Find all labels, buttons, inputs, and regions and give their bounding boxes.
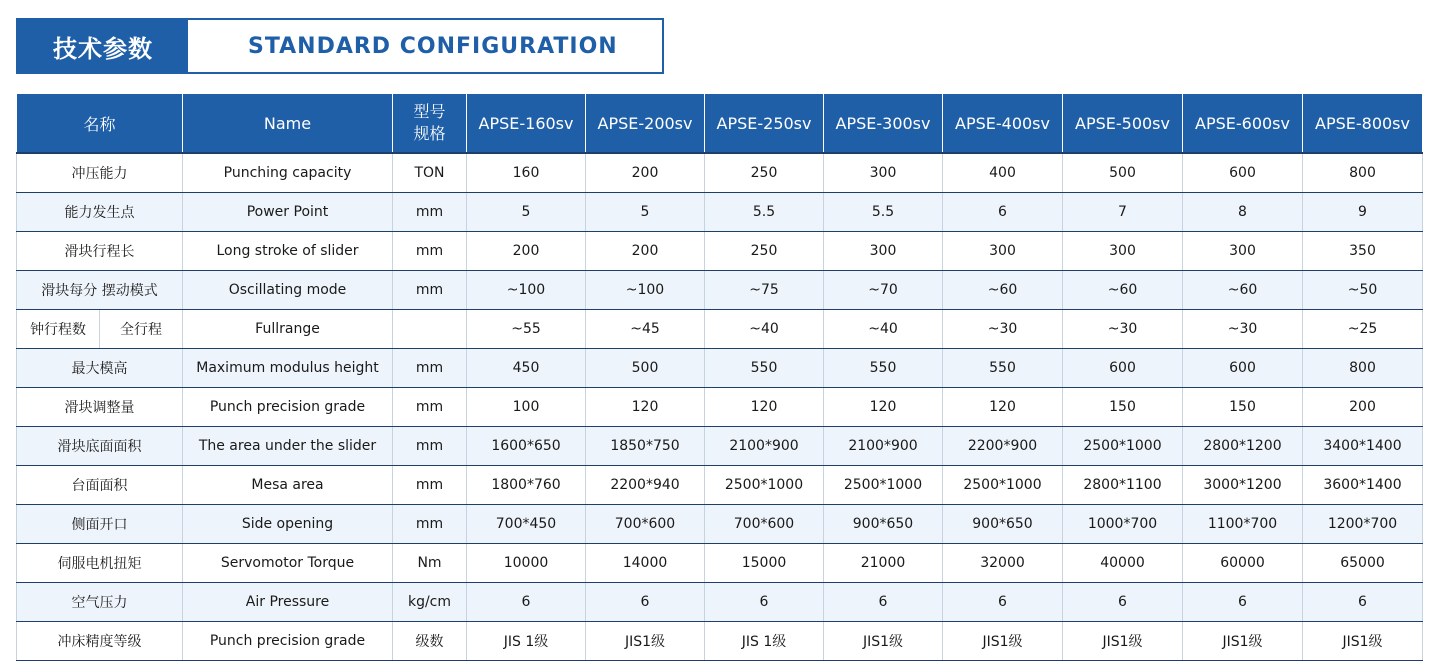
row-cn-name: 滑块调整量 xyxy=(17,388,183,427)
row-en-name: Punch precision grade xyxy=(183,622,393,661)
row-unit: 级数 xyxy=(393,622,467,661)
row-value: ~100 xyxy=(586,271,705,310)
row-unit: mm xyxy=(393,232,467,271)
row-unit: TON xyxy=(393,153,467,193)
row-value: ~40 xyxy=(824,310,943,349)
row-value: 2200*900 xyxy=(943,427,1063,466)
row-value: JIS1级 xyxy=(824,622,943,661)
row-value: 21000 xyxy=(824,544,943,583)
row-value: 800 xyxy=(1303,153,1423,193)
row-cn-name: 滑块行程长 xyxy=(17,232,183,271)
row-value: 700*600 xyxy=(705,505,824,544)
row-value: 300 xyxy=(943,232,1063,271)
row-en-name: Maximum modulus height xyxy=(183,349,393,388)
row-value: ~30 xyxy=(943,310,1063,349)
row-value: 1000*700 xyxy=(1063,505,1183,544)
row-en-name: Side opening xyxy=(183,505,393,544)
row-value: 6 xyxy=(586,583,705,622)
row-value: 6 xyxy=(1183,583,1303,622)
row-value: 600 xyxy=(1183,153,1303,193)
row-value: 6 xyxy=(1063,583,1183,622)
row-value: ~60 xyxy=(1183,271,1303,310)
row-value: 6 xyxy=(705,583,824,622)
header-model: APSE-500sv xyxy=(1063,94,1183,153)
row-value: 1100*700 xyxy=(1183,505,1303,544)
header-model: APSE-600sv xyxy=(1183,94,1303,153)
row-unit: mm xyxy=(393,193,467,232)
row-value: 500 xyxy=(1063,153,1183,193)
row-cn-name-part: 钟行程数 xyxy=(17,310,100,348)
row-value: ~25 xyxy=(1303,310,1423,349)
row-value: 1850*750 xyxy=(586,427,705,466)
row-value: 2800*1200 xyxy=(1183,427,1303,466)
row-value: 5 xyxy=(586,193,705,232)
row-value: JIS 1级 xyxy=(467,622,586,661)
row-value: 2500*1000 xyxy=(1063,427,1183,466)
row-value: ~30 xyxy=(1063,310,1183,349)
header-model: APSE-400sv xyxy=(943,94,1063,153)
row-en-name: Air Pressure xyxy=(183,583,393,622)
row-value: 2800*1100 xyxy=(1063,466,1183,505)
row-value: 3400*1400 xyxy=(1303,427,1423,466)
header-model: APSE-300sv xyxy=(824,94,943,153)
table-row xyxy=(17,583,1423,622)
row-value: 300 xyxy=(824,232,943,271)
row-cn-name: 滑块底面面积 xyxy=(17,427,183,466)
table-row xyxy=(17,505,1423,544)
row-value: 900*650 xyxy=(824,505,943,544)
row-value: JIS 1级 xyxy=(705,622,824,661)
row-value: 200 xyxy=(467,232,586,271)
row-value: 2100*900 xyxy=(824,427,943,466)
table-row xyxy=(17,349,1423,388)
row-value: 200 xyxy=(1303,388,1423,427)
row-en-name: Mesa area xyxy=(183,466,393,505)
header-model: APSE-250sv xyxy=(705,94,824,153)
row-unit: mm xyxy=(393,271,467,310)
row-value: ~50 xyxy=(1303,271,1423,310)
row-value: 600 xyxy=(1183,349,1303,388)
row-en-name: The area under the slider xyxy=(183,427,393,466)
row-cn-name-part: 全行程 xyxy=(120,322,162,338)
row-value: 160 xyxy=(467,153,586,193)
row-unit: Nm xyxy=(393,544,467,583)
table-row xyxy=(17,544,1423,583)
row-value: 150 xyxy=(1063,388,1183,427)
row-en-name: Fullrange xyxy=(183,310,393,349)
row-unit xyxy=(393,310,467,349)
row-cn-name: 最大模高 xyxy=(17,349,183,388)
row-value: 5.5 xyxy=(824,193,943,232)
table-header-row xyxy=(17,94,1423,153)
header-model: APSE-160sv xyxy=(467,94,586,153)
row-value: JIS1级 xyxy=(1183,622,1303,661)
row-value: 500 xyxy=(586,349,705,388)
section-title-cn: 技术参数 xyxy=(18,20,188,72)
row-value: 6 xyxy=(1303,583,1423,622)
row-value: 6 xyxy=(824,583,943,622)
row-value: ~45 xyxy=(586,310,705,349)
header-spec xyxy=(393,94,467,153)
row-value: 3000*1200 xyxy=(1183,466,1303,505)
row-value: 2500*1000 xyxy=(943,466,1063,505)
row-value: JIS1级 xyxy=(1063,622,1183,661)
row-value: ~60 xyxy=(943,271,1063,310)
row-value: 120 xyxy=(943,388,1063,427)
row-en-name: Long stroke of slider xyxy=(183,232,393,271)
row-cn-name: 台面面积 xyxy=(17,466,183,505)
row-value: 5.5 xyxy=(705,193,824,232)
table-row xyxy=(17,193,1423,232)
row-value: 350 xyxy=(1303,232,1423,271)
row-value: 900*650 xyxy=(943,505,1063,544)
row-value: ~60 xyxy=(1063,271,1183,310)
row-value: 550 xyxy=(824,349,943,388)
table-row xyxy=(17,232,1423,271)
table-row xyxy=(17,310,1423,349)
row-value: ~40 xyxy=(705,310,824,349)
row-value: JIS1级 xyxy=(1303,622,1423,661)
row-value: 300 xyxy=(1183,232,1303,271)
header-model: APSE-800sv xyxy=(1303,94,1423,153)
header-model: APSE-200sv xyxy=(586,94,705,153)
row-unit: mm xyxy=(393,427,467,466)
row-en-name: Punching capacity xyxy=(183,153,393,193)
row-cn-name: 滑块每分 摆动模式 xyxy=(17,271,183,310)
row-value: 6 xyxy=(943,583,1063,622)
header-spec-line2: 规格 xyxy=(413,124,446,143)
row-en-name: Punch precision grade xyxy=(183,388,393,427)
row-value: ~100 xyxy=(467,271,586,310)
row-value: 1200*700 xyxy=(1303,505,1423,544)
row-value: 250 xyxy=(705,232,824,271)
row-value: ~30 xyxy=(1183,310,1303,349)
row-value: 250 xyxy=(705,153,824,193)
row-value: ~55 xyxy=(467,310,586,349)
row-value: 8 xyxy=(1183,193,1303,232)
row-value: 120 xyxy=(586,388,705,427)
table-row xyxy=(17,153,1423,193)
row-unit: kg/cm xyxy=(393,583,467,622)
row-cn-name xyxy=(17,310,183,349)
row-unit: mm xyxy=(393,388,467,427)
row-value: ~75 xyxy=(705,271,824,310)
row-value: 2100*900 xyxy=(705,427,824,466)
row-value: 300 xyxy=(824,153,943,193)
row-value: 2500*1000 xyxy=(705,466,824,505)
row-value: 1800*760 xyxy=(467,466,586,505)
table-row xyxy=(17,622,1423,661)
row-value: 5 xyxy=(467,193,586,232)
row-value: 6 xyxy=(467,583,586,622)
header-en-name: Name xyxy=(183,94,393,153)
row-value: 300 xyxy=(1063,232,1183,271)
section-title-en: STANDARD CONFIGURATION xyxy=(248,33,618,59)
row-value: 800 xyxy=(1303,349,1423,388)
table-row xyxy=(17,427,1423,466)
row-unit: mm xyxy=(393,505,467,544)
table-row xyxy=(17,388,1423,427)
row-value: JIS1级 xyxy=(943,622,1063,661)
row-value: 60000 xyxy=(1183,544,1303,583)
row-value: 65000 xyxy=(1303,544,1423,583)
row-cn-name: 空气压力 xyxy=(17,583,183,622)
row-value: 14000 xyxy=(586,544,705,583)
section-header xyxy=(16,18,664,74)
row-value: 700*450 xyxy=(467,505,586,544)
row-en-name: Power Point xyxy=(183,193,393,232)
spec-table xyxy=(16,94,1423,661)
row-unit: mm xyxy=(393,349,467,388)
row-value: 100 xyxy=(467,388,586,427)
row-cn-name: 能力发生点 xyxy=(17,193,183,232)
row-cn-name: 侧面开口 xyxy=(17,505,183,544)
row-value: 40000 xyxy=(1063,544,1183,583)
header-spec-line1: 型号 xyxy=(413,102,446,121)
row-value: 600 xyxy=(1063,349,1183,388)
header-cn-name: 名称 xyxy=(17,94,183,153)
row-value: 9 xyxy=(1303,193,1423,232)
row-value: 550 xyxy=(943,349,1063,388)
table-row xyxy=(17,466,1423,505)
row-value: 150 xyxy=(1183,388,1303,427)
row-value: 700*600 xyxy=(586,505,705,544)
row-value: 7 xyxy=(1063,193,1183,232)
row-value: 6 xyxy=(943,193,1063,232)
row-value: 450 xyxy=(467,349,586,388)
row-value: 32000 xyxy=(943,544,1063,583)
table-row xyxy=(17,271,1423,310)
row-value: 120 xyxy=(705,388,824,427)
row-cn-name: 冲压能力 xyxy=(17,153,183,193)
row-value: 2500*1000 xyxy=(824,466,943,505)
row-value: 15000 xyxy=(705,544,824,583)
row-value: 3600*1400 xyxy=(1303,466,1423,505)
row-value: 2200*940 xyxy=(586,466,705,505)
row-en-name: Oscillating mode xyxy=(183,271,393,310)
row-unit: mm xyxy=(393,466,467,505)
row-value: 200 xyxy=(586,153,705,193)
row-en-name: Servomotor Torque xyxy=(183,544,393,583)
row-value: 550 xyxy=(705,349,824,388)
row-value: 1600*650 xyxy=(467,427,586,466)
row-value: 10000 xyxy=(467,544,586,583)
row-value: 120 xyxy=(824,388,943,427)
row-value: 400 xyxy=(943,153,1063,193)
row-cn-name: 伺服电机扭矩 xyxy=(17,544,183,583)
row-value: 200 xyxy=(586,232,705,271)
row-value: JIS1级 xyxy=(586,622,705,661)
row-cn-name: 冲床精度等级 xyxy=(17,622,183,661)
row-value: ~70 xyxy=(824,271,943,310)
